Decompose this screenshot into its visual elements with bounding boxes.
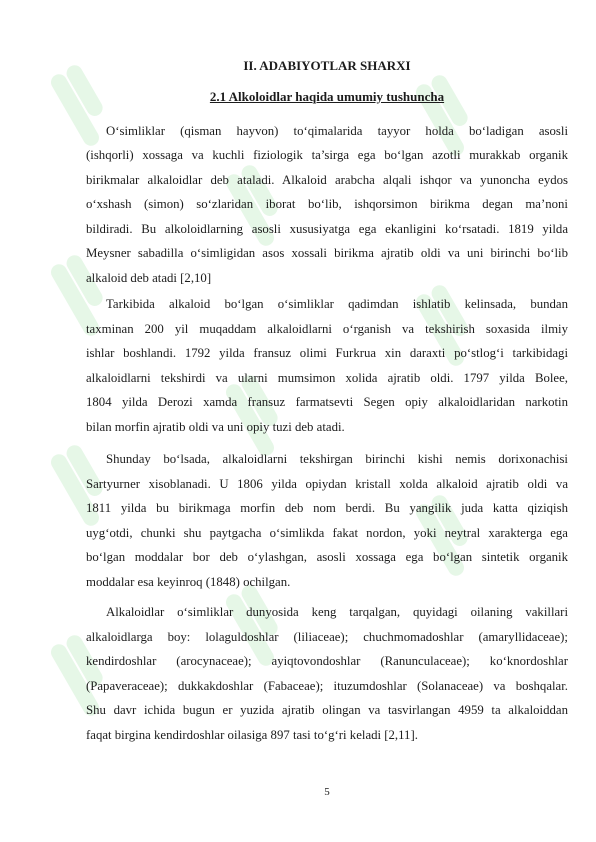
paragraph [86, 447, 568, 594]
text-line: o‘xshash (simon) so‘zlaridan iborat bo‘lib, ishqorsimon birikma degan ma’noni [86, 197, 568, 211]
text-line: Sartyurner xisoblanadi. U 1806 yilda opiydan kristall xolda alkaloid ajratib oldi va [86, 476, 568, 491]
text-line: Shu davr ichida bugun er yuzida ajratib olingan va tasvirlangan 4959 ta alkaloiddan [86, 703, 568, 717]
paragraph [86, 292, 568, 439]
text-line: moddalar esa keyinroq (1848) ochilgan. [86, 574, 291, 589]
subsection-heading [86, 85, 568, 119]
text-line: ishlar boshlandi. 1792 yilda fransuz olimi Furkrua xin daraxti po‘stlog‘i tarkibidagi [86, 346, 568, 360]
text-line: (Papaveraceae); dukkakdoshlar (Fabaceae); ituzumdoshlar (Solanaceae) va boshqalar. [86, 678, 568, 693]
text-line: alkaloidlarni tekshirdi va ularni mumsimon xolida ajratib oldi. 1797 yilda Bolee, [86, 370, 568, 385]
paragraph [86, 119, 568, 291]
text-line: 1804 yilda Derozi xamda fransuz farmatsevti Segen opiy alkaloidlaridan narkotin [86, 395, 568, 409]
text-line: Shunday bo‘lsada, alkaloidlarni tekshirgan birinchi kishi nemis dorixonachisi [106, 452, 568, 466]
text-line: 1811 yilda bu birikmaga morfin deb nom berdi. Bu yangilik juda katta qiziqish [86, 501, 568, 515]
text-line: bilan morfin ajratib oldi va uni opiy tuzi deb atadi. [86, 419, 345, 434]
page-number: 5 [324, 786, 330, 798]
text-line: Meysner sabadilla o‘simligidan asos xossali birikma ajratib oldi va uni birinchi bo‘lib [86, 246, 568, 260]
text-line: (ishqorli) xossaga va kuchli fiziologik ta’sirga ega bo‘lgan azotli murakkab organik [86, 148, 568, 162]
section-heading: II. ADABIYOTLAR SHARXI [243, 58, 411, 73]
text-line: Alkaloidlar o‘simliklar dunyosida keng tarqalgan, quyidagi oilaning vakillari [106, 605, 568, 619]
text-line: Tarkibida alkaloid bo‘lgan o‘simliklar qadimdan ishlatib kelinsada, bundan [106, 297, 568, 311]
subsection-heading-text: 2.1 Alkoloidlar haqida umumiy tushuncha [209, 89, 445, 104]
text-line: alkaloidlarga boy: lolaguldoshlar (liliaceae); chuchmomadoshlar (amaryllidaceae); [86, 629, 568, 644]
text-line: birikmalar alkaloidlar deb ataladi. Alkaloid arabcha alqali ishqor va yunoncha eydos [86, 172, 568, 187]
text-line: uyg‘otdi, chunki shu paytgacha o‘simlikda fakat nordon, yoki neytral xarakterga ega [86, 525, 568, 540]
text-line: alkaloid deb atadi [2,10] [86, 270, 212, 285]
text-line: bildiradi. Bu alkoloidlarning asosli xususiyatga ega ekanligini ko‘rsatadi. 1819 yilda [86, 221, 568, 236]
text-line: taxminan 200 yil muqaddam alkaloidlarni o‘rganish va tekshirish soxasida ilmiy [86, 321, 568, 336]
text-line: kendirdoshlar (arocynaceae); ayiqtovondoshlar (Ranunculaceae); ko‘knordoshlar [86, 654, 568, 668]
text-line: bo‘lgan moddalar bor deb o‘ylashgan, asosli xossaga ega bo‘lgan sintetik organik [86, 550, 568, 564]
text-line: O‘simliklar (qisman hayvon) to‘qimalarida tayyor holda bo‘ladigan asosli [106, 123, 568, 138]
paragraph [86, 600, 568, 747]
text-line: faqat birgina kendirdoshlar oilasiga 897 tasi to‘g‘ri keladi [2,11]. [86, 727, 418, 742]
page-content [86, 54, 568, 747]
